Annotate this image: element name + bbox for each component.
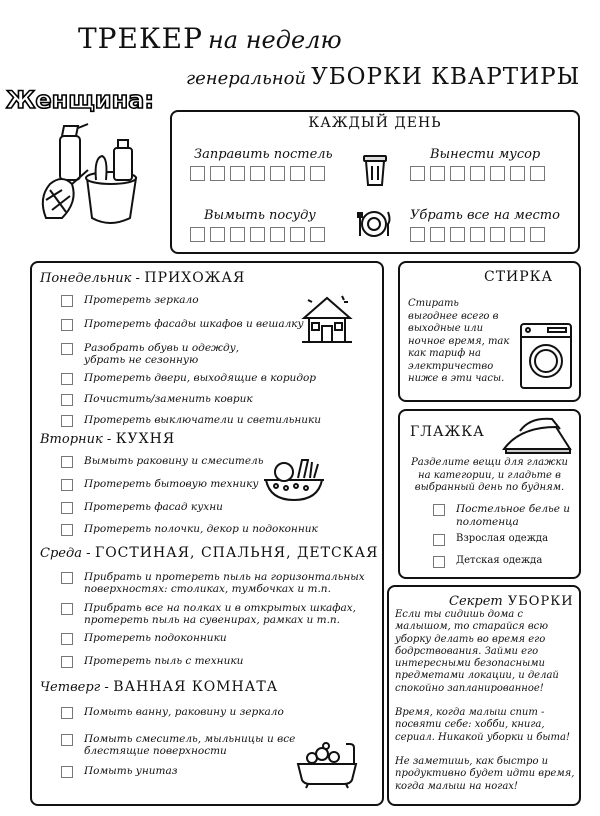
task-row <box>50 501 223 514</box>
dishes-icon <box>356 206 392 240</box>
checkbox[interactable] <box>190 227 205 242</box>
task-row <box>50 318 304 331</box>
laundry-line: выгоднее всего в <box>408 310 499 322</box>
header-badge: Женщина: <box>6 86 154 114</box>
checkbox[interactable] <box>270 166 285 181</box>
task-row <box>50 765 177 778</box>
checkbox[interactable] <box>230 166 245 181</box>
ironing-line: выбранный день по будням. <box>414 482 565 493</box>
daily-task-tidy: Убрать все на место <box>410 208 560 223</box>
secret-box <box>387 585 581 806</box>
secret-line: предметами локации, и делай <box>395 670 559 682</box>
laundry-line: ночное время, так <box>408 335 510 347</box>
task-label-line: Помыть смеситель, мыльницы и все <box>84 733 296 745</box>
checkbox[interactable] <box>210 166 225 181</box>
secret-text <box>395 609 580 793</box>
checkbox[interactable] <box>61 603 73 615</box>
task-label-line: Разобрать обувь и одежду, <box>84 342 240 354</box>
checkbox[interactable] <box>61 572 73 584</box>
laundry-line: как тариф на <box>408 348 481 359</box>
checkbox[interactable] <box>410 227 425 242</box>
checkbox[interactable] <box>490 227 505 242</box>
task-label-line: Прибрать все на полках и в открытых шкафах, <box>84 602 357 614</box>
secret-line: интересными безопасными <box>395 658 545 670</box>
laundry-line: Стирать <box>408 298 459 309</box>
task-row <box>50 372 316 385</box>
task-row <box>50 733 295 757</box>
thursday-day: Четверг - <box>40 680 109 695</box>
checkbox[interactable] <box>310 166 325 181</box>
checkbox[interactable] <box>61 295 73 307</box>
checkbox[interactable] <box>61 343 73 355</box>
monday-day: Понедельник - <box>40 271 140 286</box>
checkbox[interactable] <box>61 766 73 778</box>
task-label: Протереть полочки, декор и подоконник <box>84 523 318 535</box>
secret-line: Время, когда малыш спит - <box>395 707 545 719</box>
dish-basin-icon <box>262 456 326 502</box>
title-italic-2: генеральной <box>186 68 307 89</box>
washing-machine-icon <box>518 321 574 391</box>
checkbox[interactable] <box>510 227 525 242</box>
task-label: Протереть подоконники <box>84 632 227 644</box>
task-label: Протереть бытовую технику <box>84 478 259 490</box>
checkbox[interactable] <box>61 479 73 491</box>
task-label: Помыть унитаз <box>84 765 178 777</box>
task-label: Помыть ванну, раковину и зеркало <box>84 706 284 718</box>
checkbox[interactable] <box>433 504 445 516</box>
monday-heading <box>40 270 245 286</box>
ironing-item-label: Взрослая одежда <box>456 533 549 544</box>
checkbox[interactable] <box>310 227 325 242</box>
ironing-item <box>422 503 570 529</box>
task-label: Вымыть раковину и смеситель <box>84 455 264 467</box>
checkbox[interactable] <box>510 166 525 181</box>
secret-line: посвяти себе: хобби, книга, <box>395 719 545 731</box>
title-main-2: УБОРКИ КВАРТИРЫ <box>311 64 581 90</box>
checkbox[interactable] <box>530 227 545 242</box>
page-subtitle <box>186 64 580 90</box>
task-row <box>50 342 239 366</box>
tuesday-day: Вторник - <box>40 432 112 447</box>
ironing-text <box>400 457 579 495</box>
ironing-item-label: Детская одежда <box>456 555 543 566</box>
secret-line: сериал. Никакой уборки и быта! <box>395 731 570 743</box>
secret-line: Если ты сидишь дома с <box>395 609 523 620</box>
daily-box <box>170 110 580 254</box>
laundry-text <box>408 298 518 386</box>
checkbox[interactable] <box>450 166 465 181</box>
wednesday-heading <box>40 545 378 561</box>
daily-checkboxes-tidy <box>410 227 545 242</box>
task-row <box>50 632 227 645</box>
task-label <box>84 602 356 626</box>
cleaning-supplies-icon <box>32 118 156 234</box>
daily-heading: КАЖДЫЙ ДЕНЬ <box>308 115 442 131</box>
title-main: ТРЕКЕР <box>78 22 203 55</box>
ironing-heading: ГЛАЖКА <box>410 424 485 440</box>
daily-task-make-bed: Заправить постель <box>194 147 333 162</box>
daily-checkboxes-dishes <box>190 227 325 242</box>
checkbox[interactable] <box>410 166 425 181</box>
checkbox[interactable] <box>61 456 73 468</box>
secret-line: спокойно запланированное! <box>395 682 544 694</box>
daily-task-trash: Вынести мусор <box>430 147 541 162</box>
secret-heading-caps: УБОРКИ <box>507 594 574 609</box>
checkbox[interactable] <box>490 166 505 181</box>
ironing-box <box>398 409 581 579</box>
ironing-item-line: полотенца <box>456 516 519 528</box>
checkbox[interactable] <box>290 227 305 242</box>
secret-line: когда малыш на ногах! <box>395 780 518 792</box>
checkbox[interactable] <box>61 394 73 406</box>
checkbox[interactable] <box>61 373 73 385</box>
ironing-item-line: Постельное белье и <box>456 503 571 515</box>
house-icon <box>300 292 354 348</box>
laundry-box <box>398 261 581 402</box>
ironing-item <box>422 533 548 546</box>
ironing-item <box>422 555 542 568</box>
ironing-item-label <box>456 503 570 529</box>
task-label-line: убрать не сезонную <box>84 354 199 366</box>
iron-icon <box>500 415 576 455</box>
tuesday-heading <box>40 431 175 447</box>
checkbox[interactable] <box>61 524 73 536</box>
checkbox[interactable] <box>433 534 445 546</box>
trash-bin-icon <box>360 152 390 188</box>
task-label: Протереть фасад кухни <box>84 501 223 513</box>
laundry-line: выходные или <box>408 323 484 334</box>
task-row <box>50 455 263 468</box>
task-row <box>50 706 284 719</box>
wednesday-day: Среда - <box>40 546 91 561</box>
page-title <box>78 22 342 55</box>
secret-line: уборку делать во время его <box>395 633 546 645</box>
checkbox[interactable] <box>190 166 205 181</box>
checkbox[interactable] <box>61 656 73 668</box>
checkbox[interactable] <box>61 502 73 514</box>
checkbox[interactable] <box>250 166 265 181</box>
task-label-line: поверхностях: столиках, тумбочках и т.п. <box>84 583 331 595</box>
secret-heading-italic: Секрет <box>449 594 503 609</box>
ironing-line: Разделите вещи для глажки <box>411 457 568 468</box>
secret-line: Не заметишь, как быстро и <box>395 755 549 767</box>
task-row <box>50 294 199 307</box>
task-row <box>50 655 243 668</box>
task-label-line: блестящие поверхности <box>84 745 227 757</box>
task-row <box>50 478 258 491</box>
checkbox[interactable] <box>270 227 285 242</box>
checkbox[interactable] <box>61 319 73 331</box>
checkbox[interactable] <box>61 707 73 719</box>
daily-checkboxes-make-bed <box>190 166 325 181</box>
checkbox[interactable] <box>290 166 305 181</box>
secret-line: бодрствования. Займи его <box>395 645 539 657</box>
task-label-line: Прибрать и протереть пыль на горизонтальных <box>84 571 365 583</box>
task-label: Протереть выключатели и светильники <box>84 414 322 426</box>
laundry-heading: СТИРКА <box>484 269 554 285</box>
task-label: Протереть фасады шкафов и вешалку <box>84 318 304 330</box>
checkbox[interactable] <box>430 227 445 242</box>
checkbox[interactable] <box>230 227 245 242</box>
daily-task-dishes: Вымыть посуду <box>204 208 316 223</box>
ironing-line: на категории, и гладьте в <box>418 469 561 481</box>
checkbox[interactable] <box>430 166 445 181</box>
secret-line: малышом, то старайся всю <box>395 621 549 633</box>
secret-heading <box>449 590 574 609</box>
checkbox[interactable] <box>470 166 485 181</box>
task-label <box>84 571 365 595</box>
task-label: Протереть пыль с техники <box>84 655 244 667</box>
checkbox[interactable] <box>61 633 73 645</box>
laundry-line: ниже в эти часы. <box>408 373 505 384</box>
checkbox[interactable] <box>450 227 465 242</box>
title-italic-1: на неделю <box>208 26 342 54</box>
thursday-heading <box>40 679 278 695</box>
laundry-line: электричество <box>408 360 494 372</box>
tuesday-room: КУХНЯ <box>115 431 176 447</box>
task-label-line: протереть пыль на сувенирах, рамках и т.п. <box>84 614 341 626</box>
checkbox[interactable] <box>61 415 73 427</box>
checkbox[interactable] <box>61 734 73 746</box>
checkbox[interactable] <box>530 166 545 181</box>
checkbox[interactable] <box>470 227 485 242</box>
monday-room: ПРИХОЖАЯ <box>144 270 246 286</box>
task-row <box>50 393 253 406</box>
bathtub-icon <box>292 740 362 790</box>
task-row <box>50 571 365 595</box>
task-row <box>50 414 321 427</box>
task-label: Протереть зеркало <box>84 294 199 306</box>
task-row <box>50 602 356 626</box>
daily-checkboxes-trash <box>410 166 545 181</box>
checkbox[interactable] <box>210 227 225 242</box>
wednesday-room: ГОСТИНАЯ, СПАЛЬНЯ, ДЕТСКАЯ <box>94 545 379 561</box>
task-label <box>84 342 239 366</box>
secret-line: продуктивно будет идти время, <box>395 768 575 780</box>
task-row <box>50 523 318 536</box>
checkbox[interactable] <box>250 227 265 242</box>
task-label: Почистить/заменить коврик <box>84 393 253 405</box>
thursday-room: ВАННАЯ КОМНАТА <box>113 679 279 695</box>
task-label: Протереть двери, выходящие в коридор <box>84 372 317 384</box>
checkbox[interactable] <box>433 556 445 568</box>
task-label <box>84 733 295 757</box>
